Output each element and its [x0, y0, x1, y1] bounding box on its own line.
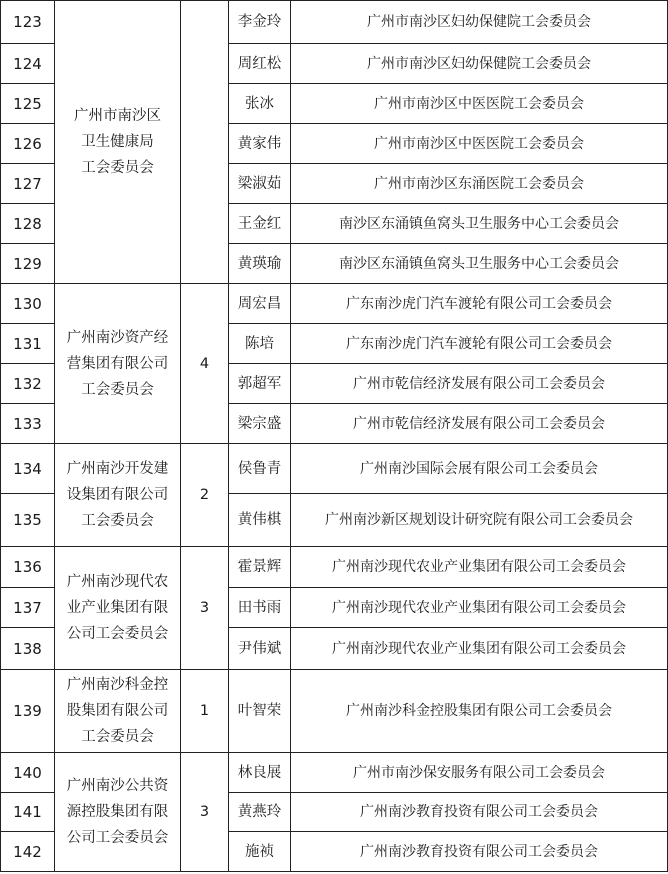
unit-name: 广州南沙现代农业产业集团有限公司工会委员会 [291, 588, 668, 628]
group-count: 3 [181, 753, 229, 872]
person-name: 黄瑛瑜 [229, 244, 291, 284]
unit-name: 广东南沙虎门汽车渡轮有限公司工会委员会 [291, 284, 668, 324]
row-number: 129 [1, 244, 55, 284]
unit-name: 广州南沙现代农业产业集团有限公司工会委员会 [291, 628, 668, 670]
person-name: 梁淑茹 [229, 164, 291, 204]
delegate-table-body [1, 1, 668, 872]
person-name: 黄家伟 [229, 124, 291, 164]
row-number: 135 [1, 494, 55, 547]
group-name-line: 营集团有限公司 [66, 355, 169, 372]
person-name: 王金红 [229, 204, 291, 244]
group-name-line: 广州南沙科金控 [66, 677, 169, 693]
group-name-line: 源控股集团有限 [66, 804, 169, 820]
person-name: 陈培 [229, 324, 291, 364]
row-number: 130 [1, 284, 55, 324]
group-name-line: 业产业集团有限 [66, 600, 169, 616]
group-name-line: 工会委员会 [81, 513, 154, 529]
group-count: 2 [181, 444, 229, 547]
unit-name: 南沙区东涌镇鱼窝头卫生服务中心工会委员会 [291, 244, 668, 284]
person-name: 黄燕玲 [229, 793, 291, 832]
group-count [181, 1, 229, 284]
unit-name: 广州南沙教育投资有限公司工会委员会 [291, 832, 668, 872]
person-name: 霍景辉 [229, 547, 291, 588]
person-name: 叶智荣 [229, 670, 291, 753]
unit-name: 广州南沙现代农业产业集团有限公司工会委员会 [291, 547, 668, 588]
group-name-line: 工会委员会 [81, 381, 154, 398]
group-name [55, 444, 181, 547]
row-number: 141 [1, 793, 55, 832]
person-name: 周宏昌 [229, 284, 291, 324]
person-name: 黄伟棋 [229, 494, 291, 547]
person-name: 施祯 [229, 832, 291, 872]
unit-name: 广州南沙新区规划设计研究院有限公司工会委员会 [291, 494, 668, 547]
unit-name: 广州市乾信经济发展有限公司工会委员会 [291, 404, 668, 444]
table-row [1, 444, 668, 494]
group-name-line: 设集团有限公司 [66, 487, 169, 503]
row-number: 136 [1, 547, 55, 588]
unit-name: 广东南沙虎门汽车渡轮有限公司工会委员会 [291, 324, 668, 364]
group-name-line: 卫生健康局 [81, 134, 154, 150]
person-name: 李金玲 [229, 1, 291, 44]
person-name: 郭超军 [229, 364, 291, 404]
row-number: 142 [1, 832, 55, 872]
group-count: 4 [181, 284, 229, 444]
group-name-line: 公司工会委员会 [66, 830, 169, 846]
unit-name: 广州南沙国际会展有限公司工会委员会 [291, 444, 668, 494]
row-number: 133 [1, 404, 55, 444]
group-name-line: 工会委员会 [81, 160, 154, 176]
group-name-line: 广州南沙资产经 [66, 329, 169, 346]
group-name [55, 284, 181, 444]
group-name-line: 广州市南沙区 [74, 108, 161, 124]
row-number: 126 [1, 124, 55, 164]
group-name-line: 广州南沙公共资 [66, 778, 169, 794]
person-name: 尹伟斌 [229, 628, 291, 670]
row-number: 132 [1, 364, 55, 404]
table-row [1, 753, 668, 793]
row-number: 128 [1, 204, 55, 244]
table-row [1, 1, 668, 44]
row-number: 124 [1, 44, 55, 84]
group-count: 3 [181, 547, 229, 670]
person-name: 侯鲁青 [229, 444, 291, 494]
group-name-line: 广州南沙开发建 [66, 461, 169, 477]
person-name: 周红松 [229, 44, 291, 84]
row-number: 123 [1, 1, 55, 44]
group-name-line: 广州南沙现代农 [66, 574, 169, 590]
person-name: 田书雨 [229, 588, 291, 628]
unit-name: 广州市乾信经济发展有限公司工会委员会 [291, 364, 668, 404]
group-name [55, 547, 181, 670]
row-number: 138 [1, 628, 55, 670]
row-number: 139 [1, 670, 55, 753]
table-row [1, 547, 668, 588]
row-number: 140 [1, 753, 55, 793]
group-name-line: 公司工会委员会 [66, 626, 169, 642]
row-number: 125 [1, 84, 55, 124]
table-row [1, 284, 668, 324]
unit-name: 广州市南沙区妇幼保健院工会委员会 [291, 44, 668, 84]
table-row [1, 670, 668, 753]
unit-name: 广州南沙教育投资有限公司工会委员会 [291, 793, 668, 832]
unit-name: 广州市南沙区东涌医院工会委员会 [291, 164, 668, 204]
group-name-line: 股集团有限公司 [66, 703, 169, 719]
unit-name: 广州市南沙区妇幼保健院工会委员会 [291, 1, 668, 44]
unit-name: 南沙区东涌镇鱼窝头卫生服务中心工会委员会 [291, 204, 668, 244]
group-name [55, 670, 181, 753]
row-number: 134 [1, 444, 55, 494]
person-name: 张冰 [229, 84, 291, 124]
unit-name: 广州南沙科金控股集团有限公司工会委员会 [291, 670, 668, 753]
row-number: 127 [1, 164, 55, 204]
person-name: 梁宗盛 [229, 404, 291, 444]
unit-name: 广州市南沙区中医医院工会委员会 [291, 84, 668, 124]
group-name [55, 753, 181, 872]
row-number: 137 [1, 588, 55, 628]
group-count: 1 [181, 670, 229, 753]
group-name-line: 工会委员会 [81, 729, 154, 745]
person-name: 林良展 [229, 753, 291, 793]
group-name [55, 1, 181, 284]
unit-name: 广州市南沙区中医医院工会委员会 [291, 124, 668, 164]
unit-name: 广州市南沙保安服务有限公司工会委员会 [291, 753, 668, 793]
row-number: 131 [1, 324, 55, 364]
